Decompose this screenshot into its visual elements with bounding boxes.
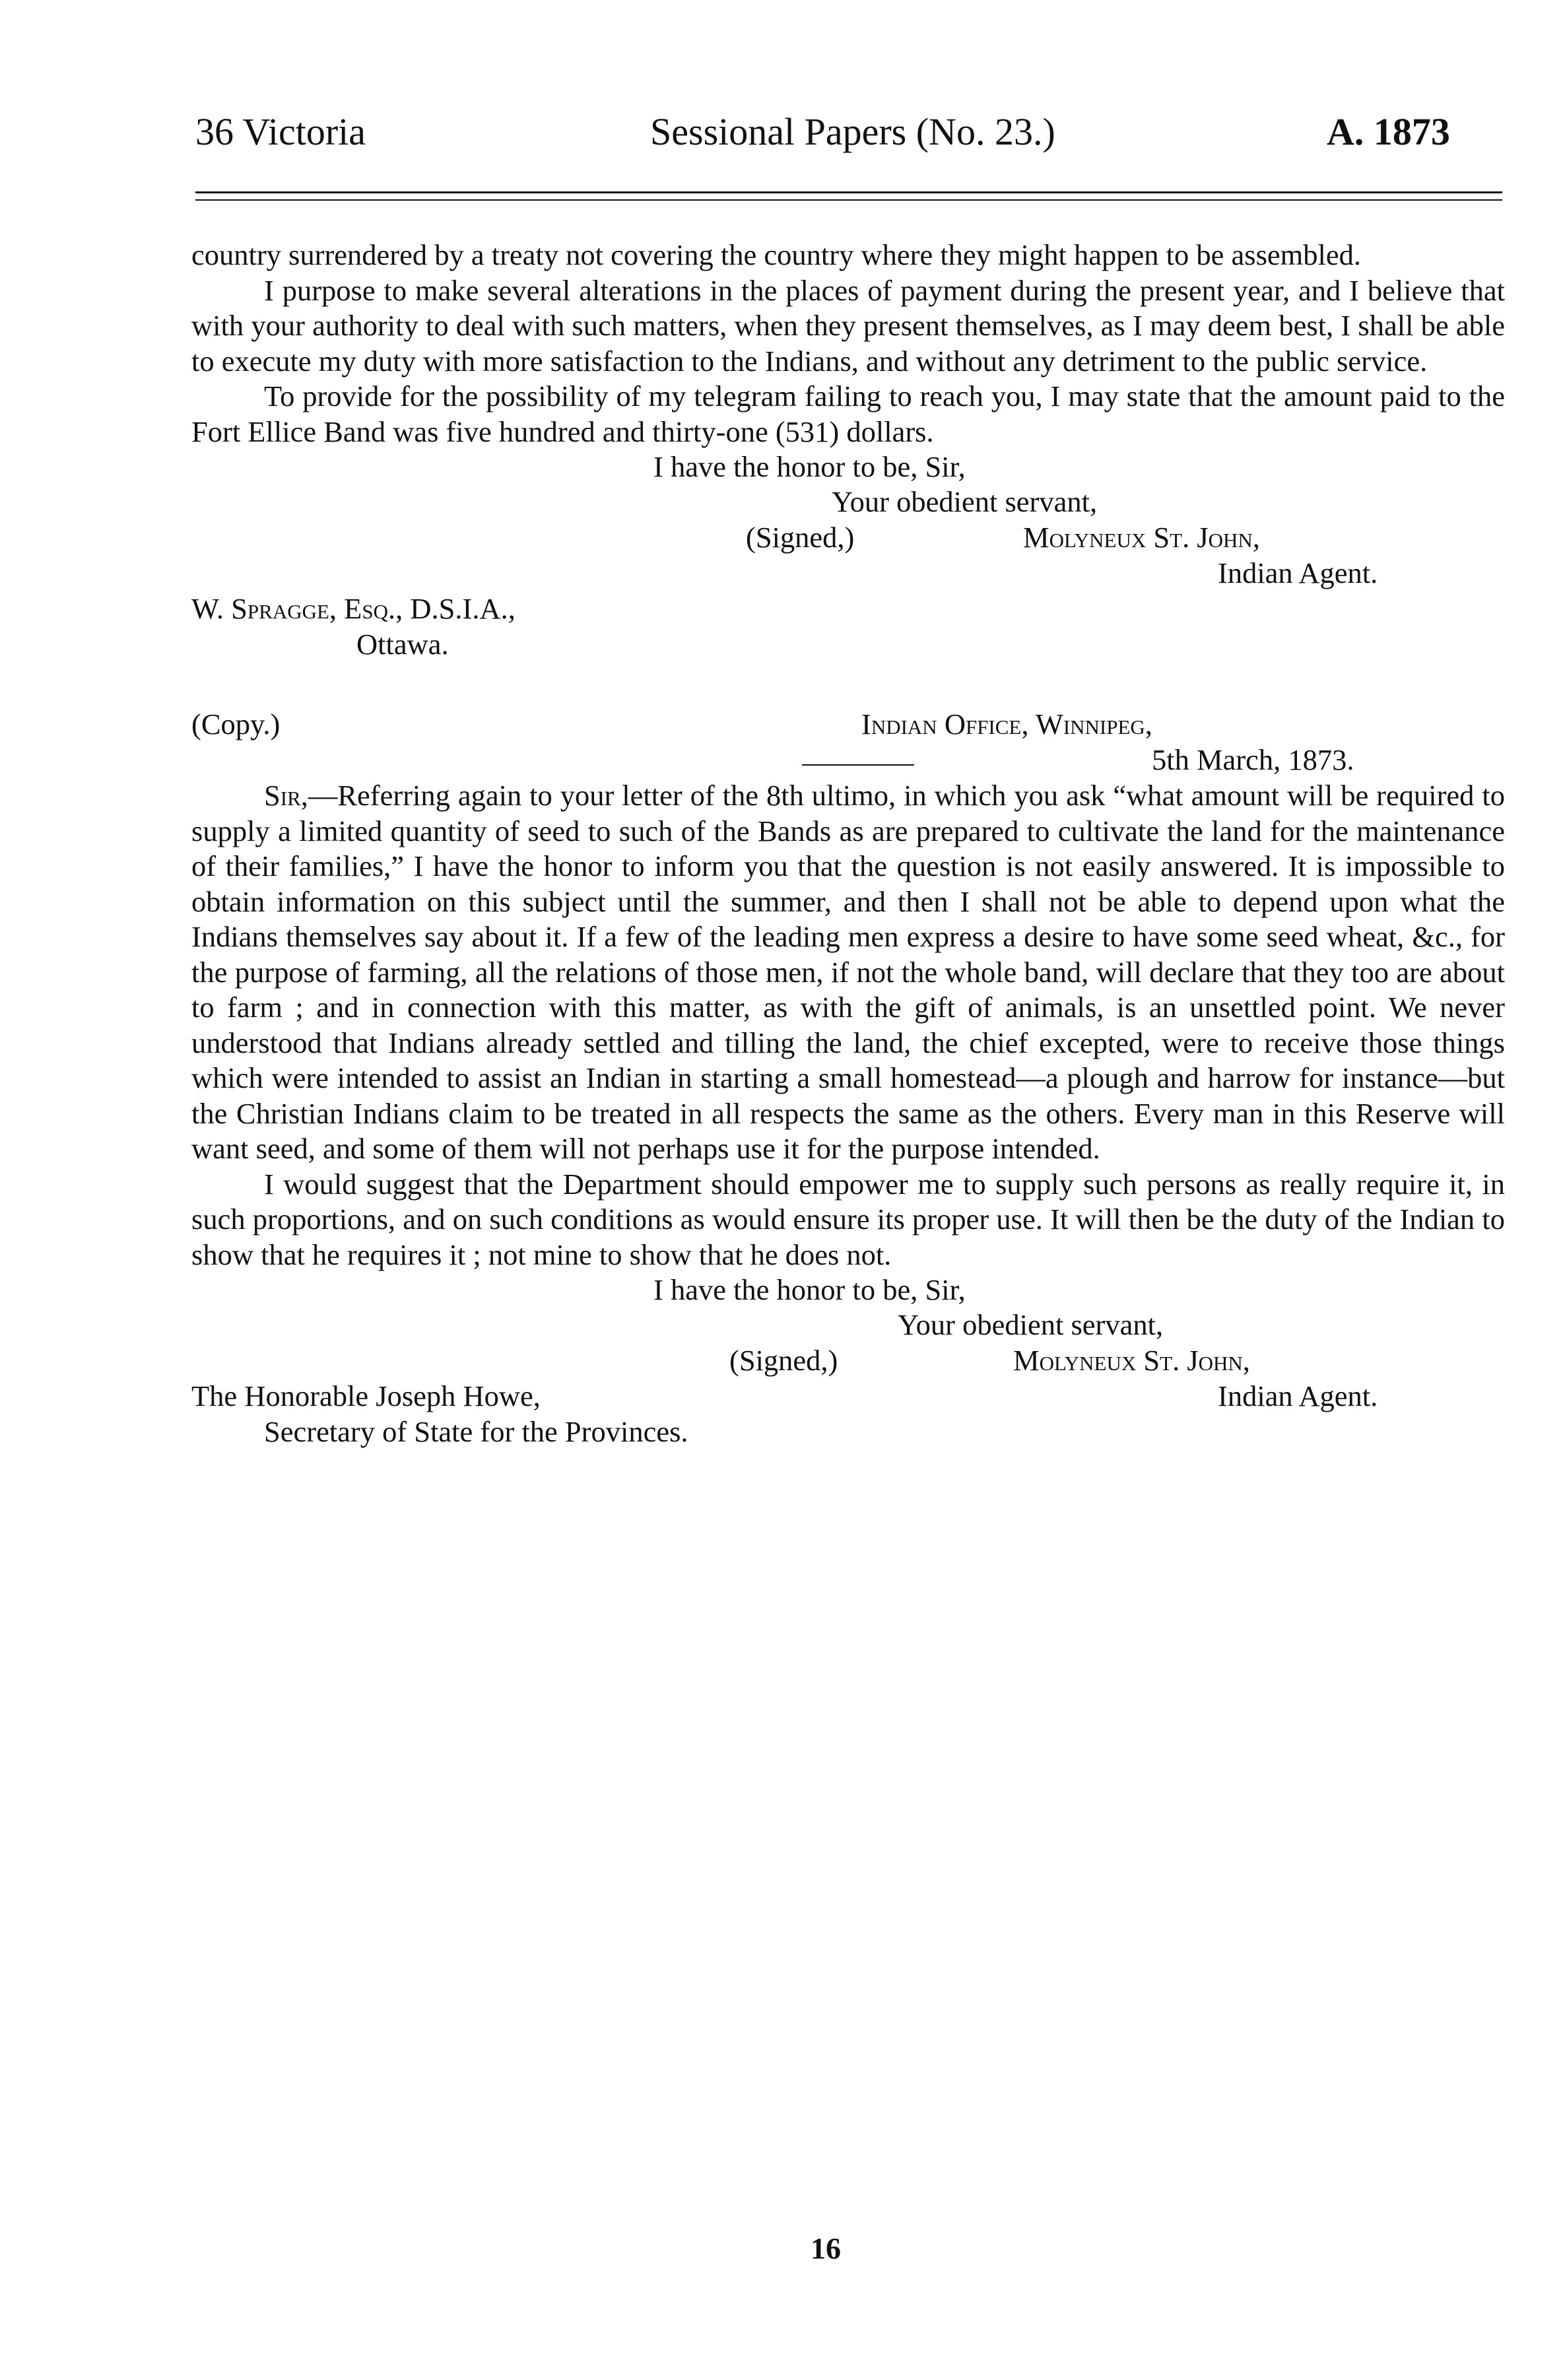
letter1-signature: Molyneux St. John, — [1023, 521, 1260, 554]
letter2-addressee-title: Secretary of State for the Provinces. — [264, 1415, 688, 1448]
letter2-paragraph-1 — [191, 778, 1505, 1167]
letter1-servant: Your obedient servant, — [832, 485, 1098, 518]
header-rule-top — [195, 191, 1502, 193]
letter1-signer-title: Indian Agent. — [1218, 556, 1378, 589]
letter2-signed: (Signed,) — [729, 1344, 838, 1377]
letter1-paragraph-2: To provide for the possibility of my telegram failing to reach you, I may state that the amount paid to the Fort Ellice Band was five hundred and thirty-one (531) dollars. — [191, 380, 1505, 448]
letter1-addressee-place: Ottawa. — [356, 628, 449, 661]
letter1-paragraph-1: I purpose to make several alterations in the places of payment during the present year, and I believe that with your authority to deal with such matters, when they present themselves, as I may deem best, I shall be able to execute my duty with more satisfaction to the Indians, and without any detriment to the public service. — [191, 273, 1505, 378]
letter1-addressee: W. Spragge, Esq., D.S.I.A., — [191, 592, 515, 625]
letter2-servant: Your obedient servant, — [898, 1308, 1164, 1341]
letter1-signed: (Signed,) — [746, 521, 855, 554]
letter2-date: 5th March, 1873. — [1152, 743, 1354, 776]
letter1-closing: I have the honor to be, Sir, — [653, 450, 966, 483]
header-title: Sessional Papers (No. 23.) — [650, 110, 1055, 153]
letter2-signature: Molyneux St. John, — [1013, 1344, 1250, 1377]
header-rule-bottom — [195, 199, 1502, 201]
letter2-salutation: Sir, — [264, 779, 308, 812]
letter1-continuation: country surrendered by a treaty not covering the country where they might happen to be assembled. — [191, 238, 1362, 271]
page-number: 16 — [811, 2231, 841, 2265]
letter2-paragraph-1-text: —Referring again to your letter of the 8th ultimo, in which you ask “what amount will be required to supply a limited quantity of seed to such of the Bands as are prepared to cultivate the land for the maintenance of their families,” I have the honor to inform you that the question is not easily answered. It is impossible to obtain information on this subject until the summer, and then I shall not be able to depend upon what the Indians themselves say about it. If a few of the leading men express a desire to have some seed wheat, &c., for the purpose of farming, all the relations of those men, if not the whole band, will declare that they too are about to farm ; and in connection with this matter, as with the gift of animals, is an unsettled point. We never understood that Indians already settled and tilling the land, the chief excepted, were to receive those things which were intended to assist an Indian in starting a small homestead—a plough and harrow for instance—but the Christian Indians claim to be treated in all respects the same as the others. Every man in this Reserve will want seed, and some of them will not perhaps use it for the purpose intended. — [191, 779, 1505, 1165]
header-year: A. 1873 — [1327, 110, 1450, 153]
letter2-signer-title: Indian Agent. — [1218, 1379, 1378, 1412]
document-body — [191, 238, 1505, 1448]
letter2-paragraph-2: I would suggest that the Department should empower me to supply such persons as really require it, in such proportions, and on such conditions as would ensure its proper use. It will then be the duty of the Indian to show that he requires it ; not mine to show that he does not. — [191, 1167, 1505, 1271]
header-session: 36 Victoria — [195, 110, 366, 153]
section-divider — [802, 764, 914, 766]
letter2-office: Indian Office, Winnipeg, — [861, 708, 1152, 741]
letter2-closing: I have the honor to be, Sir, — [653, 1273, 966, 1306]
letter2-copy-label: (Copy.) — [191, 708, 281, 741]
letter2-addressee: The Honorable Joseph Howe, — [191, 1379, 541, 1412]
